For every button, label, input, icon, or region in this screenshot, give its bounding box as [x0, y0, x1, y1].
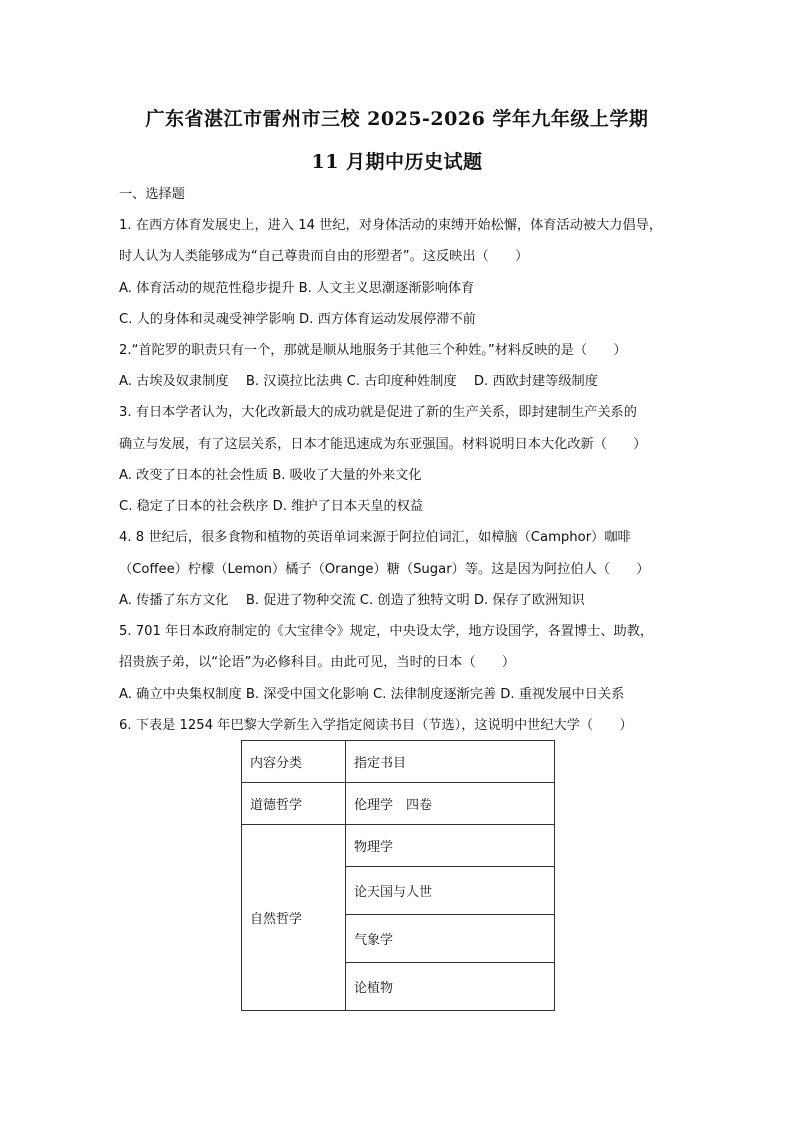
q5-stem-line1: 5. 701 年日本政府制定的《大宝律令》规定，中央设太学，地方设国学，各置博士、助教， — [119, 624, 654, 639]
q1-stem-line2: 时人认为人类能够成为“自己尊贵而自由的形塑者”。这反映出（ ） — [119, 249, 529, 264]
q4-stem-line2: （Coffee）柠檬（Lemon）橘子（Orange）糖（Sugar）等。这是因为阿拉伯人（ ） — [119, 562, 650, 577]
q6-stem: 6. 下表是 1254 年巴黎大学新生入学指定阅读书目（节选），这说明中世纪大学（ ） — [119, 718, 633, 733]
q1-options-ab: A. 体育活动的规范性稳步提升 B. 人文主义思潮逐渐影响体育 — [119, 281, 475, 296]
q2-stem: 2.“首陀罗的职责只有一个，那就是顺从地服务于其他三个种姓。”材料反映的是（ ） — [119, 343, 627, 358]
book-on-heavens: 论天国与人世 — [346, 867, 555, 915]
book-physics: 物理学 — [346, 825, 555, 867]
book-meteorology: 气象学 — [346, 915, 555, 963]
q2-options: A. 古埃及奴隶制度 B. 汉谟拉比法典 C. 古印度种姓制度 D. 西欧封建等级制度 — [119, 374, 598, 389]
book-on-plants: 论植物 — [346, 963, 555, 1011]
table-row — [242, 825, 555, 867]
q3-options-cd: C. 稳定了日本的社会秩序 D. 维护了日本天皇的权益 — [119, 499, 424, 514]
q3-options-ab: A. 改变了日本的社会性质 B. 吸收了大量的外来文化 — [119, 468, 422, 483]
q1-options-cd: C. 人的身体和灵魂受神学影响 D. 西方体育运动发展停滞不前 — [119, 312, 476, 327]
q4-options: A. 传播了东方文化 B. 促进了物种交流 C. 创造了独特文明 D. 保存了欧洲知识 — [119, 593, 585, 608]
q3-stem-line1: 3. 有日本学者认为，大化改新最大的成功就是促进了新的生产关系，即封建制生产关系的 — [119, 405, 637, 420]
table-row — [242, 783, 555, 825]
exam-title-line1: 广东省湛江市雷州市三校 2025-2026 学年九年级上学期 — [145, 108, 649, 130]
book-ethics: 伦理学 四卷 — [346, 783, 555, 825]
q5-options: A. 确立中央集权制度 B. 深受中国文化影响 C. 法律制度逐渐完善 D. 重视发展中日关系 — [119, 687, 625, 702]
q4-stem-line1: 4. 8 世纪后，很多食物和植物的英语单词来源于阿拉伯词汇，如樟脑（Camphor）咖啡 — [119, 530, 631, 545]
section-heading: 一、选择题 — [119, 187, 185, 202]
q3-stem-line2: 确立与发展，有了这层关系，日本才能迅速成为东亚强国。材料说明日本大化改新（ ） — [119, 437, 647, 452]
table-header-row — [242, 741, 555, 783]
exam-title-line2: 11 月期中历史试题 — [311, 151, 483, 173]
header-books: 指定书目 — [346, 741, 555, 783]
header-category: 内容分类 — [242, 741, 346, 783]
q5-stem-line2: 招贵族子弟，以“论语”为必修科目。由此可见，当时的日本（ ） — [119, 655, 516, 670]
category-moral-philosophy: 道德哲学 — [242, 783, 346, 825]
category-natural-philosophy: 自然哲学 — [242, 825, 346, 1011]
q1-stem-line1: 1. 在西方体育发展史上，进入 14 世纪，对身体活动的束缚开始松懈，体育活动被大力倡导， — [119, 218, 663, 233]
reading-list-table — [241, 740, 555, 1011]
